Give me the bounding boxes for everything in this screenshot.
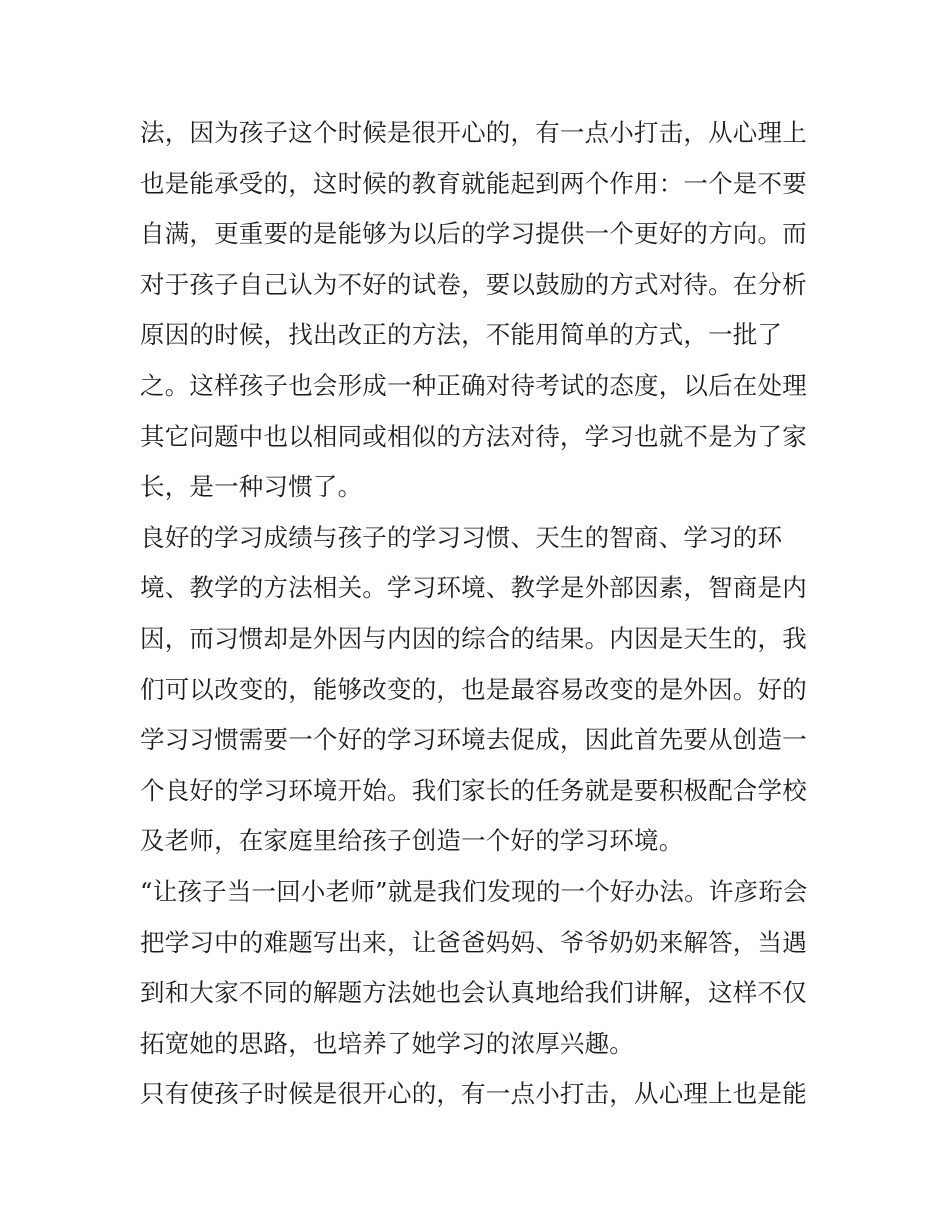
text-line: 个良好的学习环境开始。我们家长的任务就是要积极配合学校 (140, 775, 807, 805)
text-line: 因，而习惯却是外因与内因的综合的结果。内因是天生的，我 (140, 623, 807, 653)
text-line: 们可以改变的，能够改变的，也是最容易改变的是外因。好的 (140, 674, 807, 704)
text-line: 拓宽她的思路，也培养了她学习的浓厚兴趣。 (140, 1028, 634, 1058)
text-line: “让孩子当一回小老师”就是我们发现的一个好办法。许彦珩会 (140, 876, 808, 906)
text-line: 也是能承受的，这时候的教育就能起到两个作用：一个是不要 (140, 168, 807, 198)
text-line: 长，是一种习惯了。 (140, 472, 363, 502)
text-line: 只有使孩子时候是很开心的，有一点小打击，从心理上也是能 (140, 1079, 807, 1109)
text-line: 原因的时候，找出改正的方法，不能用简单的方式，一批了 (140, 320, 783, 350)
text-line: 对于孩子自己认为不好的试卷，要以鼓励的方式对待。在分析 (140, 269, 807, 299)
text-line: 法，因为孩子这个时候是很开心的，有一点小打击，从心理上 (140, 118, 807, 147)
text-line: 自满，更重要的是能够为以后的学习提供一个更好的方向。而 (140, 219, 807, 249)
text-line: 之。这样孩子也会形成一种正确对待考试的态度，以后在处理 (140, 370, 807, 400)
text-line: 把学习中的难题写出来，让爸爸妈妈、爷爷奶奶来解答，当遇 (140, 927, 807, 957)
body-text (140, 108, 820, 1120)
text-line: 及老师，在家庭里给孩子创造一个好的学习环境。 (140, 826, 684, 856)
text-line: 学习习惯需要一个好的学习环境去促成，因此首先要从创造一 (140, 725, 807, 755)
text-line: 境、教学的方法相关。学习环境、教学是外部因素，智商是内 (140, 573, 807, 603)
text-line: 良好的学习成绩与孩子的学习习惯、天生的智商、学习的环 (140, 522, 783, 552)
text-line: 其它问题中也以相同或相似的方法对待，学习也就不是为了家 (140, 421, 807, 451)
text-line: 到和大家不同的解题方法她也会认真地给我们讲解，这样不仅 (140, 978, 807, 1008)
